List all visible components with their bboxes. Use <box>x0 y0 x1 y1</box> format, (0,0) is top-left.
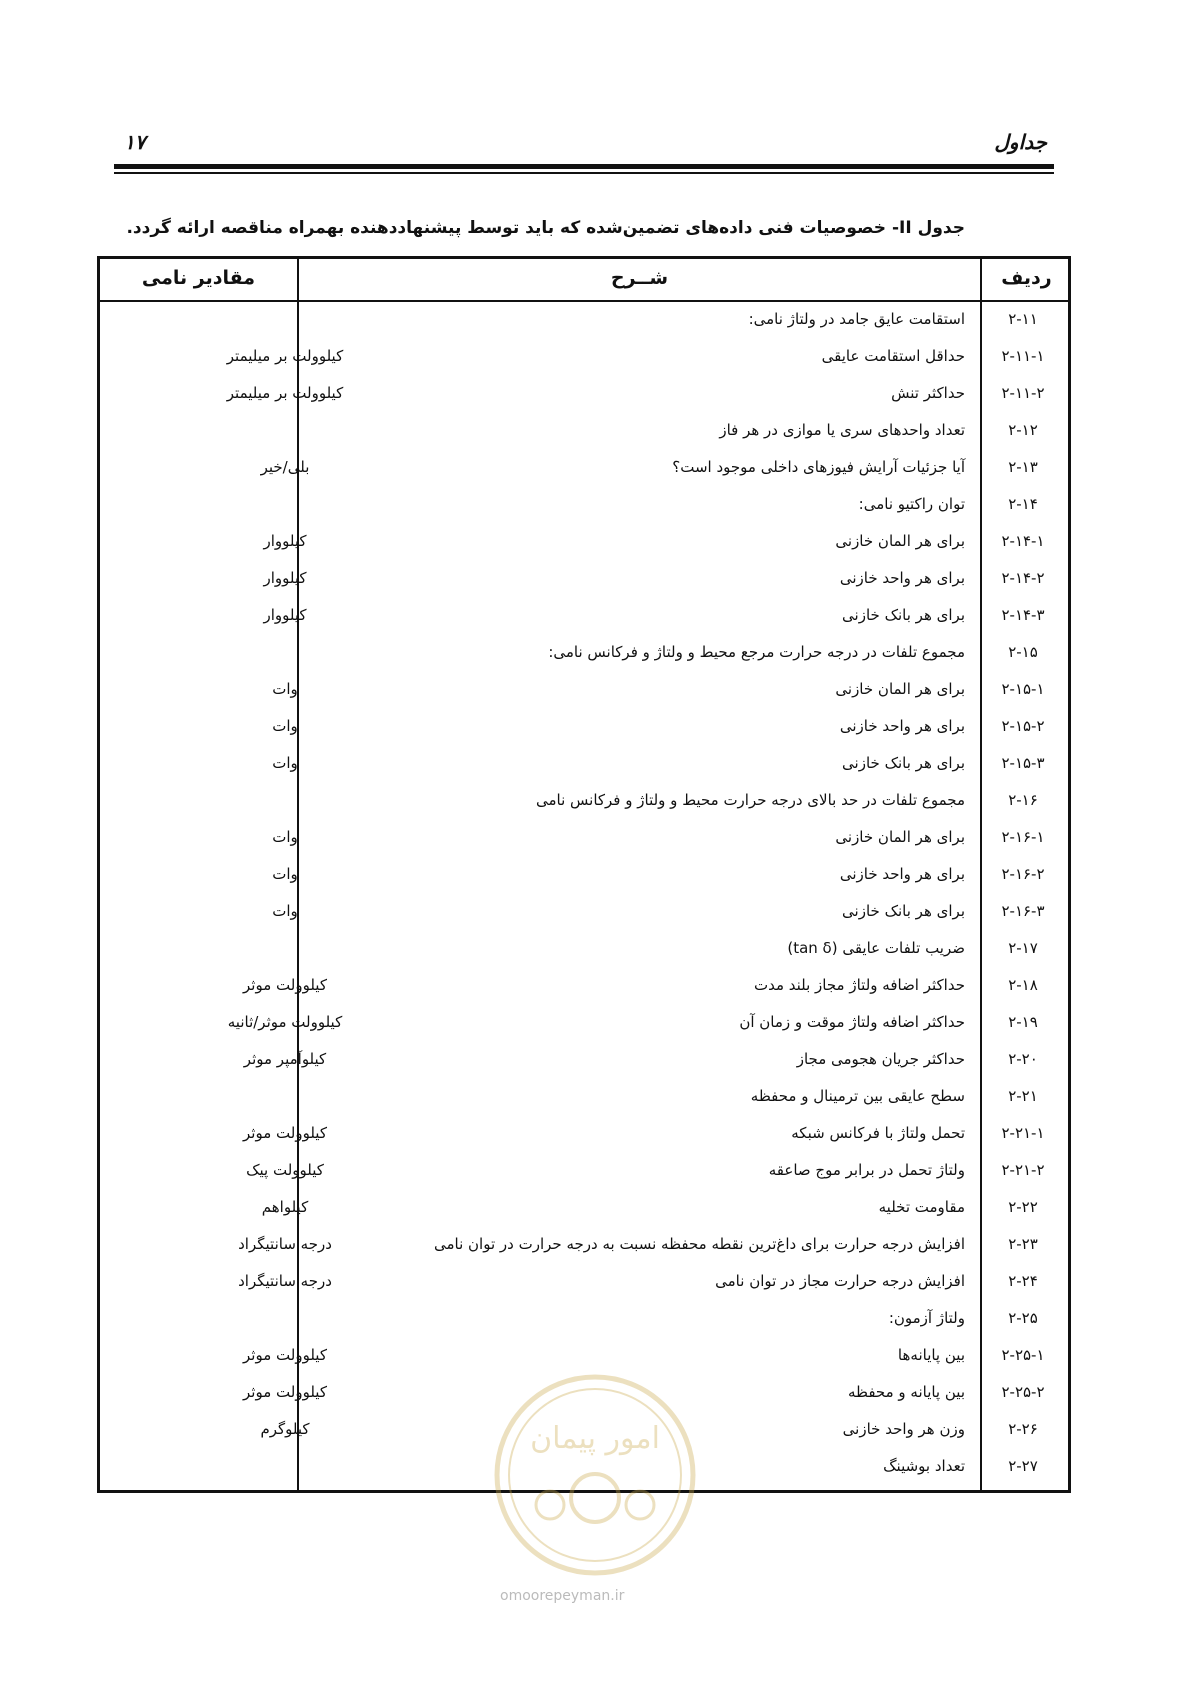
unit-cell: کیلوولت موثر <box>243 1346 327 1364</box>
row-number-cell: ۲-۱۹ <box>1008 1013 1038 1031</box>
table-caption: جدول II- خصوصیات فنی داده‌های تضمین‌شده که باید توسط پیشنهاددهنده بهمراه مناقصه ارائه گردد. <box>126 218 965 238</box>
table-row <box>100 967 1068 1004</box>
row-number-cell: ۲-۱۶-۱ <box>1001 828 1045 846</box>
description-cell: تعداد بوشینگ <box>883 1457 965 1475</box>
table-row <box>100 1337 1068 1374</box>
table-row <box>100 1078 1068 1115</box>
description-cell: برای هر واحد خازنی <box>839 717 965 735</box>
row-number-cell: ۲-۱۶-۳ <box>1001 902 1045 920</box>
table-row <box>100 708 1068 745</box>
row-number-cell: ۲-۲۰ <box>1008 1050 1038 1068</box>
description-cell: آیا جزئیات آرایش فیوزهای داخلی موجود است؟ <box>672 458 965 476</box>
unit-cell: وات <box>272 717 298 735</box>
description-cell: وزن هر واحد خازنی <box>842 1420 965 1438</box>
table-row <box>100 486 1068 523</box>
table-row <box>100 597 1068 634</box>
description-cell: سطح عایقی بین ترمینال و محفظه <box>750 1087 965 1105</box>
row-number-cell: ۲-۱۲ <box>1008 421 1038 439</box>
description-cell: مقاومت تخلیه <box>878 1198 965 1216</box>
row-number-cell: ۲-۱۱ <box>1008 310 1038 328</box>
row-number-cell: ۲-۲۱-۲ <box>1001 1161 1045 1179</box>
table-row <box>100 1152 1068 1189</box>
table-row <box>100 338 1068 375</box>
row-number-cell: ۲-۲۴ <box>1008 1272 1038 1290</box>
description-cell: بین پایانه و محفظه <box>847 1383 965 1401</box>
description-cell: برای هر بانک خازنی <box>842 606 965 624</box>
description-cell: برای هر بانک خازنی <box>842 754 965 772</box>
row-number-cell: ۲-۱۶ <box>1008 791 1038 809</box>
unit-cell: وات <box>272 865 298 883</box>
row-number-cell: ۲-۱۴-۲ <box>1001 569 1045 587</box>
row-number-cell: ۲-۲۷ <box>1008 1457 1038 1475</box>
row-number-cell: ۲-۲۱-۱ <box>1001 1124 1045 1142</box>
table-row <box>100 1115 1068 1152</box>
row-number-cell: ۲-۲۱ <box>1008 1087 1038 1105</box>
table-row <box>100 1041 1068 1078</box>
description-cell: مجموع تلفات در حد بالای درجه حرارت محیط و ولتاژ و فرکانس نامی <box>535 791 965 809</box>
description-cell: حداکثر تنش <box>891 384 965 402</box>
unit-cell: کیلواهم <box>261 1198 309 1216</box>
row-number-cell: ۲-۲۵ <box>1008 1309 1038 1327</box>
row-number-cell: ۲-۲۶ <box>1008 1420 1038 1438</box>
row-number-cell: ۲-۱۱-۲ <box>1001 384 1045 402</box>
description-cell: افزایش درجه حرارت برای داغ‌ترین نقطه محفظه نسبت به درجه حرارت در توان نامی <box>433 1235 965 1253</box>
row-number-cell: ۲-۱۵-۲ <box>1001 717 1045 735</box>
row-number-cell: ۲-۱۳ <box>1008 458 1038 476</box>
description-cell: برای هر المان خازنی <box>835 532 965 550</box>
unit-cell: وات <box>272 902 298 920</box>
unit-cell: کیلوولت بر میلیمتر <box>226 347 344 365</box>
description-cell: حداکثر اضافه ولتاژ موقت و زمان آن <box>739 1013 965 1031</box>
table-row <box>100 1226 1068 1263</box>
description-cell: مجموع تلفات در درجه حرارت مرجع محیط و ولتاژ و فرکانس نامی: <box>548 643 965 661</box>
row-number-cell: ۲-۲۵-۲ <box>1001 1383 1045 1401</box>
unit-cell: کیلوولت موثر <box>243 1124 327 1142</box>
table-row <box>100 1004 1068 1041</box>
row-number-cell: ۲-۱۶-۲ <box>1001 865 1045 883</box>
description-cell: ضریب تلفات عایقی (tan δ) <box>787 939 965 957</box>
description-cell: حداکثر جریان هجومی مجاز <box>796 1050 965 1068</box>
table-row <box>100 671 1068 708</box>
unit-cell: درجه سانتیگراد <box>238 1272 332 1290</box>
unit-cell: کیلووار <box>263 569 307 587</box>
table-row <box>100 1189 1068 1226</box>
header-row-number: ردیف <box>1001 267 1052 289</box>
row-number-cell: ۲-۲۲ <box>1008 1198 1038 1216</box>
unit-cell: کیلوگرم <box>260 1420 310 1438</box>
row-number-cell: ۲-۱۵-۳ <box>1001 754 1045 772</box>
table-row <box>100 560 1068 597</box>
row-number-cell: ۲-۱۵-۱ <box>1001 680 1045 698</box>
header-rule-thick <box>114 164 1054 169</box>
description-cell: حداکثر اضافه ولتاژ مجاز بلند مدت <box>753 976 965 994</box>
table-row <box>100 893 1068 930</box>
description-cell: برای هر واحد خازنی <box>839 865 965 883</box>
header-description: شــرح <box>610 267 669 289</box>
description-cell: حداقل استقامت عایقی <box>821 347 965 365</box>
table-row <box>100 1300 1068 1337</box>
unit-cell: کیلوولت موثر/ثانیه <box>227 1013 343 1031</box>
table-row <box>100 449 1068 486</box>
description-cell: برای هر المان خازنی <box>835 680 965 698</box>
unit-cell: درجه سانتیگراد <box>238 1235 332 1253</box>
table-row <box>100 301 1068 338</box>
unit-cell: وات <box>272 680 298 698</box>
description-cell: تعداد واحدهای سری یا موازی در هر فاز <box>719 421 965 439</box>
unit-cell: کیلوولت پیک <box>246 1161 324 1179</box>
row-number-cell: ۲-۲۵-۱ <box>1001 1346 1045 1364</box>
watermark-logo <box>490 1370 700 1580</box>
row-number-cell: ۲-۱۵ <box>1008 643 1038 661</box>
watermark-url: omoorepeyman.ir <box>500 1588 625 1604</box>
unit-cell: کیلوآمپر موثر <box>243 1050 327 1068</box>
description-cell: استقامت عایق جامد در ولتاژ نامی: <box>748 310 965 328</box>
unit-cell: کیلوولت موثر <box>243 976 327 994</box>
table-row <box>100 634 1068 671</box>
row-number-cell: ۲-۱۸ <box>1008 976 1038 994</box>
row-number-cell: ۲-۱۷ <box>1008 939 1038 957</box>
table-row <box>100 1263 1068 1300</box>
table-row <box>100 930 1068 967</box>
description-cell: ولتاژ آزمون: <box>888 1309 965 1327</box>
table-row <box>100 782 1068 819</box>
description-cell: افزایش درجه حرارت مجاز در توان نامی <box>715 1272 965 1290</box>
unit-cell: کیلووار <box>263 606 307 624</box>
unit-cell: وات <box>272 828 298 846</box>
description-cell: برای هر واحد خازنی <box>839 569 965 587</box>
description-cell: توان راکتیو نامی: <box>858 495 965 513</box>
table-row <box>100 819 1068 856</box>
row-number-cell: ۲-۲۳ <box>1008 1235 1038 1253</box>
description-cell: برای هر المان خازنی <box>835 828 965 846</box>
table-row <box>100 523 1068 560</box>
unit-cell: بلی/خیر <box>260 458 310 476</box>
header-rule-thin <box>114 172 1054 174</box>
row-number-cell: ۲-۱۴-۳ <box>1001 606 1045 624</box>
data-table <box>97 256 1071 1493</box>
unit-cell: وات <box>272 754 298 772</box>
row-number-cell: ۲-۱۴-۱ <box>1001 532 1045 550</box>
description-cell: تحمل ولتاژ با فرکانس شبکه <box>791 1124 965 1142</box>
watermark-logo-text: امور پیمان <box>530 1421 660 1456</box>
section-title: جداول <box>994 130 1047 154</box>
row-number-cell: ۲-۱۱-۱ <box>1001 347 1045 365</box>
table-row <box>100 856 1068 893</box>
row-number-cell: ۲-۱۴ <box>1008 495 1038 513</box>
description-cell: ولتاژ تحمل در برابر موج صاعقه <box>768 1161 965 1179</box>
unit-cell: کیلوولت موثر <box>243 1383 327 1401</box>
table-row <box>100 375 1068 412</box>
unit-cell: کیلووار <box>263 532 307 550</box>
header-values: مقادیر نامی <box>141 267 256 289</box>
description-cell: برای هر بانک خازنی <box>842 902 965 920</box>
unit-cell: کیلوولت بر میلیمتر <box>226 384 344 402</box>
page-number: ۱۷ <box>124 130 146 154</box>
table-row <box>100 745 1068 782</box>
description-cell: بین پایانه‌ها <box>897 1346 965 1364</box>
table-row <box>100 412 1068 449</box>
